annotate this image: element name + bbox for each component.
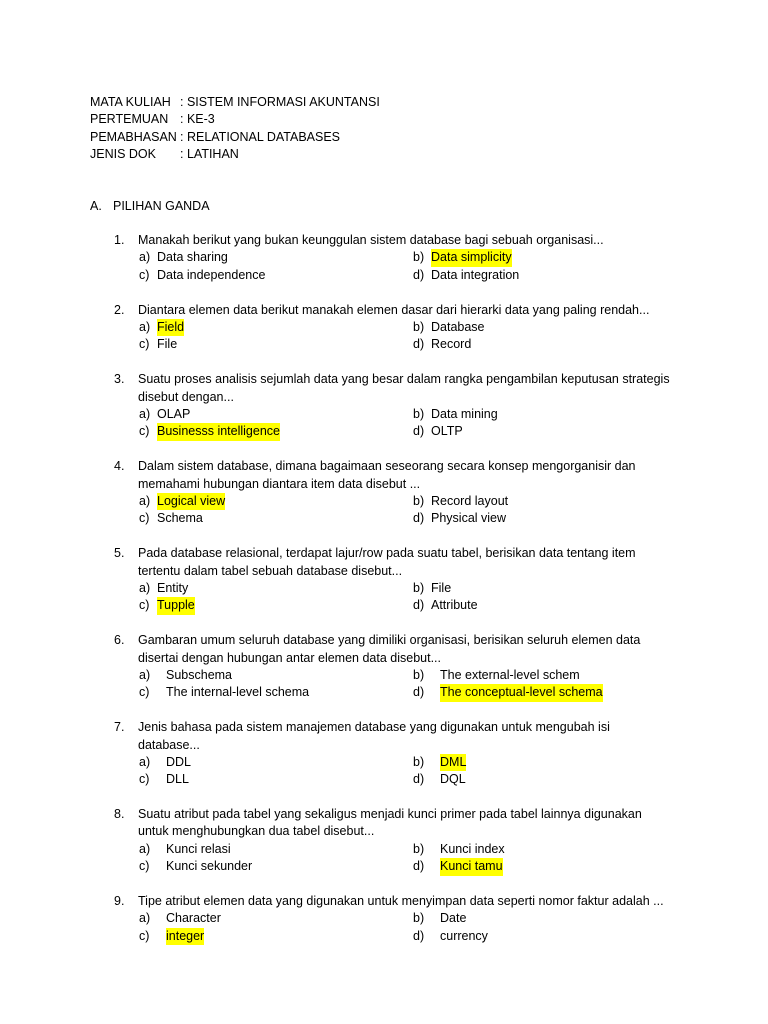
option-letter: d ) [413, 928, 435, 945]
option-text: OLTP [431, 424, 463, 439]
option-text: The internal-level schema [166, 685, 310, 700]
question-item [114, 893, 674, 945]
header-label: PEMABHASAN [90, 129, 177, 144]
option-letter: c ) [139, 684, 161, 701]
option-text-highlighted-answer: Field [157, 319, 184, 336]
option-c [139, 684, 413, 701]
option-a [139, 667, 413, 684]
option-text: File [157, 337, 178, 352]
header-value: : RELATIONAL DATABASES [180, 129, 340, 146]
question-line [114, 806, 674, 841]
option-d [413, 423, 593, 440]
option-c [139, 423, 413, 440]
option-text-highlighted-answer: Businesss intelligence [157, 423, 280, 440]
option-letter: b ) [413, 319, 426, 336]
option-letter: a ) [139, 406, 152, 423]
option-letter: a ) [139, 667, 161, 684]
option-d [413, 771, 593, 788]
header-row-pembahasan [90, 129, 380, 146]
option-text: Data mining [431, 406, 498, 421]
option-b [413, 910, 593, 927]
question-text: Suatu atribut pada tabel yang sekaligus menjadi kunci primer pada tabel lainnya digunakan untuk menghubungkan dua tabel disebut... [138, 807, 642, 839]
document-header [90, 94, 380, 164]
option-text-highlighted-answer: integer [166, 928, 204, 945]
option-letter: a ) [139, 580, 152, 597]
option-letter: d ) [413, 336, 426, 353]
question-text: Suatu proses analisis sejumlah data yang besar dalam rangka pengambilan keputusan strategis disebut dengan... [138, 372, 670, 404]
option-c [139, 267, 413, 284]
option-text: DQL [440, 772, 466, 787]
question-item [114, 632, 674, 702]
question-text: Tipe atribut elemen data yang digunakan untuk menyimpan data seperti nomor faktur adalah ... [138, 894, 664, 909]
question-line [114, 371, 674, 406]
option-text: Data sharing [157, 250, 228, 265]
option-b [413, 406, 593, 423]
question-text: Jenis bahasa pada sistem manajemen database yang digunakan untuk mengubah isi database... [138, 720, 610, 752]
option-b [413, 841, 593, 858]
option-text: Subschema [166, 667, 233, 682]
option-letter: c ) [139, 928, 161, 945]
option-b [413, 667, 593, 684]
option-grid [139, 667, 674, 702]
header-label: MATA KULIAH [90, 95, 171, 109]
option-letter: b ) [413, 841, 435, 858]
question-number: 2. [114, 302, 125, 317]
section-letter: A. [90, 199, 102, 213]
option-text-highlighted-answer: Logical view [157, 493, 225, 510]
question-list [114, 232, 674, 945]
option-b [413, 580, 593, 597]
question-item [114, 719, 674, 789]
option-text: DDL [166, 754, 192, 769]
option-a [139, 406, 413, 423]
question-line [114, 893, 674, 910]
header-value: : SISTEM INFORMASI AKUNTANSI [180, 94, 380, 111]
option-grid [139, 406, 674, 441]
header-row-pertemuan [90, 111, 380, 128]
option-d [413, 928, 593, 945]
question-line [114, 458, 674, 493]
option-letter: b ) [413, 667, 435, 684]
option-a [139, 249, 413, 266]
option-letter: a ) [139, 493, 152, 510]
option-letter: c ) [139, 336, 152, 353]
question-item [114, 371, 674, 441]
option-d [413, 684, 603, 701]
option-letter: d ) [413, 267, 426, 284]
option-text: Kunci index [440, 841, 505, 856]
option-text: Data integration [431, 267, 520, 282]
option-text: Entity [157, 580, 189, 595]
option-a [139, 841, 413, 858]
option-text-highlighted-answer: Data simplicity [431, 249, 512, 266]
section-title: PILIHAN GANDA [113, 199, 210, 213]
option-letter: d ) [413, 597, 426, 614]
question-item [114, 458, 674, 528]
option-d [413, 510, 593, 527]
option-letter: b ) [413, 249, 426, 266]
option-letter: c ) [139, 267, 152, 284]
question-line [114, 302, 674, 319]
option-text: Data independence [157, 267, 266, 282]
option-text: currency [440, 928, 488, 943]
option-grid [139, 249, 674, 284]
question-number: 3. [114, 372, 125, 387]
question-item [114, 806, 674, 876]
option-grid [139, 493, 674, 528]
option-grid [139, 910, 674, 945]
option-text: Physical view [431, 511, 507, 526]
question-item [114, 545, 674, 615]
option-text: Kunci relasi [166, 841, 231, 856]
header-label: JENIS DOK [90, 147, 156, 162]
question-number: 4. [114, 459, 125, 474]
option-text-highlighted-answer: Kunci tamu [440, 858, 503, 875]
option-c [139, 597, 413, 614]
question-item [114, 232, 674, 284]
question-text: Diantara elemen data berikut manakah elemen dasar dari hierarki data yang paling rendah... [138, 302, 650, 317]
option-letter: a ) [139, 249, 152, 266]
option-text: DLL [166, 772, 189, 787]
option-text-highlighted-answer: The conceptual-level schema [440, 684, 603, 701]
option-b [413, 493, 593, 510]
option-text: Date [440, 911, 467, 926]
question-line [114, 632, 674, 667]
option-grid [139, 580, 674, 615]
option-d [413, 336, 593, 353]
option-letter: b ) [413, 493, 426, 510]
question-text: Manakah berikut yang bukan keunggulan sistem database bagi sebuah organisasi... [138, 233, 604, 247]
section-heading [90, 198, 210, 215]
question-text: Pada database relasional, terdapat lajur/row pada suatu tabel, berisikan data tentang item tertentu dalam tabel sebuah database disebut... [138, 546, 636, 578]
question-number: 9. [114, 894, 125, 909]
option-c [139, 858, 413, 875]
option-letter: b ) [413, 910, 435, 927]
option-text: Attribute [431, 598, 478, 613]
option-text-highlighted-answer: Tupple [157, 597, 195, 614]
option-letter: d ) [413, 771, 435, 788]
option-grid [139, 319, 674, 354]
question-line [114, 545, 674, 580]
header-label: PERTEMUAN [90, 112, 169, 127]
option-grid [139, 841, 674, 876]
option-grid [139, 754, 674, 789]
option-text: Record layout [431, 493, 509, 508]
option-letter: c ) [139, 771, 161, 788]
option-letter: b ) [413, 580, 426, 597]
question-number: 1. [114, 233, 125, 247]
header-value: : LATIHAN [180, 146, 239, 163]
option-a [139, 910, 413, 927]
option-text: Database [431, 319, 485, 334]
option-letter: d ) [413, 510, 426, 527]
question-line [114, 719, 674, 754]
question-number: 8. [114, 807, 125, 822]
option-text: Character [166, 911, 221, 926]
question-number: 7. [114, 720, 125, 735]
option-letter: b ) [413, 406, 426, 423]
question-number: 6. [114, 633, 125, 648]
option-c [139, 336, 413, 353]
option-d [413, 858, 593, 875]
option-letter: a ) [139, 910, 161, 927]
header-value: : KE-3 [180, 111, 215, 128]
option-letter: c ) [139, 858, 161, 875]
option-c [139, 510, 413, 527]
option-letter: c ) [139, 597, 152, 614]
option-text: Schema [157, 511, 203, 526]
option-letter: c ) [139, 510, 152, 527]
option-letter: b ) [413, 754, 435, 771]
question-number: 5. [114, 546, 125, 561]
option-text: Record [431, 337, 472, 352]
option-b [413, 249, 593, 266]
option-text: File [431, 580, 452, 595]
option-a [139, 319, 413, 336]
option-letter: a ) [139, 841, 161, 858]
option-letter: d ) [413, 423, 426, 440]
option-a [139, 754, 413, 771]
option-letter: a ) [139, 319, 152, 336]
option-d [413, 267, 593, 284]
option-letter: a ) [139, 754, 161, 771]
option-a [139, 493, 413, 510]
header-row-jenis-dok [90, 146, 380, 163]
option-letter: d ) [413, 858, 435, 875]
option-d [413, 597, 593, 614]
option-c [139, 771, 413, 788]
header-row-mata-kuliah [90, 94, 380, 111]
question-text: Gambaran umum seluruh database yang dimiliki organisasi, berisikan seluruh elemen data disertai dengan hubungan antar elemen data disebut... [138, 633, 641, 665]
option-text: The external-level schem [440, 667, 580, 682]
question-line [114, 232, 674, 249]
option-text: Kunci sekunder [166, 859, 253, 874]
option-text-highlighted-answer: DML [440, 754, 466, 771]
option-c [139, 928, 413, 945]
option-b [413, 319, 593, 336]
option-letter: d ) [413, 684, 435, 701]
option-letter: c ) [139, 423, 152, 440]
question-item [114, 302, 674, 354]
option-text: OLAP [157, 406, 191, 421]
option-a [139, 580, 413, 597]
question-text: Dalam sistem database, dimana bagaimaan seseorang secara konsep mengorganisir dan memahami hubungan diantara item data disebut ... [138, 459, 636, 491]
option-b [413, 754, 593, 771]
